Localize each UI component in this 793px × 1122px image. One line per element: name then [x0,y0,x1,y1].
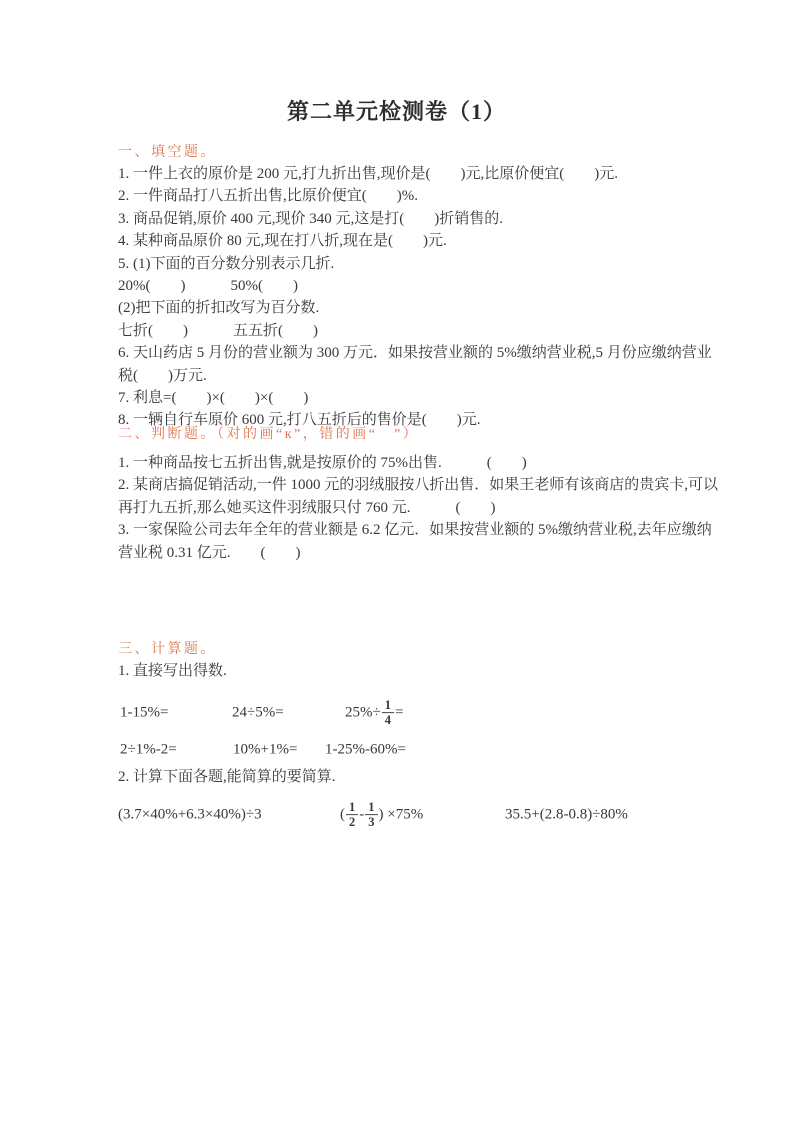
section-2-questions [118,452,719,564]
judge-line-2: 2. 某商店搞促销活动,一件 1000 元的羽绒服按八折出售．如果王老师有该商店的贵宾卡,可以 [118,477,719,494]
fill-in-line-5: 5. (1)下面的百分数分别表示几折. [118,255,335,272]
worksheet-content [118,0,719,1122]
section-1-header: 一、填空题。 [118,145,217,160]
calc-part1-label: 1. 直接写出得数. [118,663,227,679]
close-paren: ) [378,806,384,823]
fill-in-line-8: 七折( ) 五五折( ) [118,322,318,339]
section-1-questions [118,163,712,432]
calc-row-2 [118,738,703,762]
fill-in-line-3: 3. 商品促销,原价 400 元,现价 340 元,这是打( )折销售的. [118,210,503,227]
fraction [382,698,394,728]
fraction-numerator: 1 [368,800,375,815]
calc-expression: 24÷5%= [232,704,284,721]
calc-expression: 10%+1%= [233,741,298,758]
fraction-denominator: 2 [346,815,358,830]
calc-row-3 [118,799,703,831]
judge-line-5: 营业税 0.31 亿元. ( ) [118,544,301,561]
calc-expression: 1-25%-60%= [325,741,406,758]
judge-line-3: 再打九五折,那么她买这件羽绒服只付 760 元. ( ) [118,499,496,516]
fraction-numerator: 1 [349,800,356,815]
expression-prefix: 25%÷ [345,704,381,721]
fraction-denominator: 3 [365,815,377,830]
calc-expression-with-fractions [340,800,423,830]
fraction [365,800,377,830]
calc-expression-with-fraction [345,698,403,728]
calc-part2-label: 2. 计算下面各题,能简算的要简算. [118,769,336,785]
fill-in-line-9: 6. 天山药店 5 月份的营业额为 300 万元．如果按营业额的 5%缴纳营业税,5 月份应缴纳营业 [118,345,712,362]
calc-expression: (3.7×40%+6.3×40%)÷3 [118,806,262,823]
calc-row-1 [118,697,703,729]
fraction-numerator: 1 [384,698,391,713]
section-3-header: 三、计算题。 [118,642,217,657]
fill-in-line-6: 20%( ) 50%( ) [118,277,298,294]
fill-in-line-1: 1. 一件上衣的原价是 200 元,打九折出售,现价是( )元,比原价便宜( )元. [118,166,618,182]
minus-sign: - [359,806,365,823]
fraction-denominator: 4 [382,713,394,728]
judge-line-1: 1. 一种商品按七五折出售,就是按原价的 75%出售. ( ) [118,455,527,471]
calc-expression: 1-15%= [120,704,169,721]
page-title: 第二单元检测卷（1） [286,99,506,124]
fraction [346,800,358,830]
section-2-header: 二、判断题。（对的画“к”，错的画“ ”） [118,427,420,442]
calc-expression: 35.5+(2.8-0.8)÷80% [505,806,628,823]
expression-suffix: = [394,704,404,721]
calc-expression: 2÷1%-2= [120,741,177,758]
fill-in-line-12: 8. 一辆自行车原价 600 元,打八五折后的售价是( )元. [118,412,481,429]
fill-in-line-11: 7. 利息=( )×( )×( ) [118,389,309,406]
expression-suffix: ×75% [383,806,424,823]
judge-line-4: 3. 一家保险公司去年全年的营业额是 6.2 亿元．如果按营业额的 5%缴纳营业税,去年应缴纳 [118,522,712,539]
open-paren: ( [340,806,345,823]
fill-in-line-2: 2. 一件商品打八五折出售,比原价便宜( )%. [118,188,418,205]
fill-in-line-4: 4. 某种商品原价 80 元,现在打八折,现在是( )元. [118,233,447,250]
fill-in-line-10: 税( )万元. [118,367,207,384]
fill-in-line-7: (2)把下面的折扣改写为百分数. [118,300,320,317]
